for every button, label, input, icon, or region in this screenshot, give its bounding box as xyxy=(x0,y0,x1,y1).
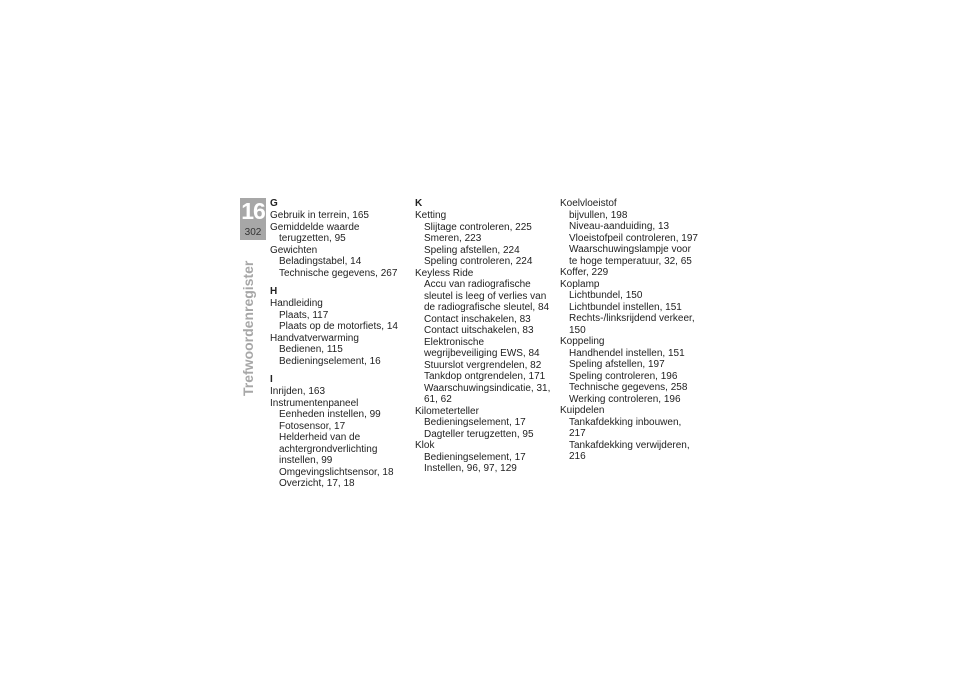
index-letter-heading: H xyxy=(270,286,278,297)
index-entry: Kilometerteller xyxy=(415,405,479,417)
index-subentry: terugzetten, 95 xyxy=(279,233,346,244)
chapter-number: 16 xyxy=(241,198,265,224)
index-column-1 xyxy=(270,198,405,490)
index-entry: Koffer, 229 xyxy=(560,267,609,278)
index-subentry: Tankafdekking verwijderen, 216 xyxy=(569,439,690,462)
index-subentry: Bedieningselement, 16 xyxy=(279,355,381,367)
index-subentry: Plaats op de motorfiets, 14 xyxy=(279,321,398,332)
index-entry: Handleiding xyxy=(270,298,323,309)
index-subentry: bijvullen, 198 xyxy=(569,209,628,221)
index-subentry: Contact inschakelen, 83 xyxy=(424,313,531,325)
index-letter-heading: I xyxy=(270,374,273,385)
index-entry: Klok xyxy=(415,440,435,451)
page-number: 302 xyxy=(244,227,262,238)
index-subentry: Stuurslot vergrendelen, 82 xyxy=(424,359,542,371)
index-entry: Koppeling xyxy=(560,336,605,347)
index-entry: Koplamp xyxy=(560,278,600,290)
index-subentry: Tankdop ontgrendelen, 171 xyxy=(424,371,546,382)
index-entry: Kuipdelen xyxy=(560,405,605,416)
index-subentry: Fotosensor, 17 xyxy=(279,420,346,432)
index-entry: Instrumentenpaneel xyxy=(270,397,359,409)
index-subentry: Lichtbundel instellen, 151 xyxy=(569,301,682,313)
index-entry: Keyless Ride xyxy=(415,267,474,279)
index-subentry: Plaats, 117 xyxy=(279,309,329,321)
index-subentry: Speling controleren, 224 xyxy=(424,256,533,267)
index-column-3 xyxy=(560,198,700,463)
index-subentry: Eenheden instellen, 99 xyxy=(279,409,381,420)
index-entry: Inrijden, 163 xyxy=(270,386,326,397)
index-subentry: Werking controleren, 196 xyxy=(569,393,681,405)
index-letter-heading: G xyxy=(270,198,278,209)
index-subentry: Waarschuwingsindicatie, 31, 61, 62 xyxy=(424,382,551,405)
index-entry: Ketting xyxy=(415,210,447,221)
index-entry: Gemiddelde waarde xyxy=(270,221,360,233)
index-subentry: Instellen, 96, 97, 129 xyxy=(424,463,517,474)
index-subentry: Rechts-/linksrijdend verkeer, 150 xyxy=(569,313,695,336)
chapter-tab xyxy=(240,198,266,240)
index-subentry: Handhendel instellen, 151 xyxy=(569,347,685,359)
chapter-title: Trefwoordenregister xyxy=(240,260,256,396)
index-subentry: Overzicht, 17, 18 xyxy=(279,478,355,489)
index-letter-heading: K xyxy=(415,198,423,209)
index-subentry: Bedieningselement, 17 xyxy=(424,417,526,428)
index-column-2 xyxy=(415,198,555,475)
index-subentry: Dagteller terugzetten, 95 xyxy=(424,428,534,440)
index-subentry: Waarschuwingslampje voor te hoge temperatuur, 32, 65 xyxy=(569,244,692,267)
index-subentry: Smeren, 223 xyxy=(424,233,482,244)
index-subentry: Technische gegevens, 267 xyxy=(279,267,398,279)
index-subentry: Lichtbundel, 150 xyxy=(569,290,643,301)
index-subentry: Vloeistofpeil controleren, 197 xyxy=(569,232,698,244)
index-subentry: Elektronische wegrijbeveiliging EWS, 84 xyxy=(424,336,540,359)
index-subentry: Contact uitschakelen, 83 xyxy=(424,325,534,336)
index-entry: Koelvloeistof xyxy=(560,198,617,209)
index-subentry: Speling afstellen, 197 xyxy=(569,359,665,370)
index-entry: Gebruik in terrein, 165 xyxy=(270,210,369,221)
index-subentry: Niveau-aanduiding, 13 xyxy=(569,221,670,232)
index-subentry: Speling afstellen, 224 xyxy=(424,244,520,256)
index-subentry: Technische gegevens, 258 xyxy=(569,382,688,393)
index-subentry: Accu van radiografische sleutel is leeg of verlies van de radiografische sleutel, 84 xyxy=(424,279,550,313)
index-subentry: Omgevingslichtsensor, 18 xyxy=(279,466,394,478)
index-subentry: Bedieningselement, 17 xyxy=(424,451,526,463)
index-entry: Gewichten xyxy=(270,244,318,256)
index-entry: Handvatverwarming xyxy=(270,332,359,344)
index-subentry: Tankafdekking inbouwen, 217 xyxy=(569,416,682,439)
index-subentry: Helderheid van de achtergrondverlichting instellen, 99 xyxy=(279,432,378,466)
index-subentry: Bedienen, 115 xyxy=(279,344,343,355)
index-subentry: Speling controleren, 196 xyxy=(569,370,678,382)
index-subentry: Beladingstabel, 14 xyxy=(279,256,362,267)
index-subentry: Slijtage controleren, 225 xyxy=(424,221,532,233)
